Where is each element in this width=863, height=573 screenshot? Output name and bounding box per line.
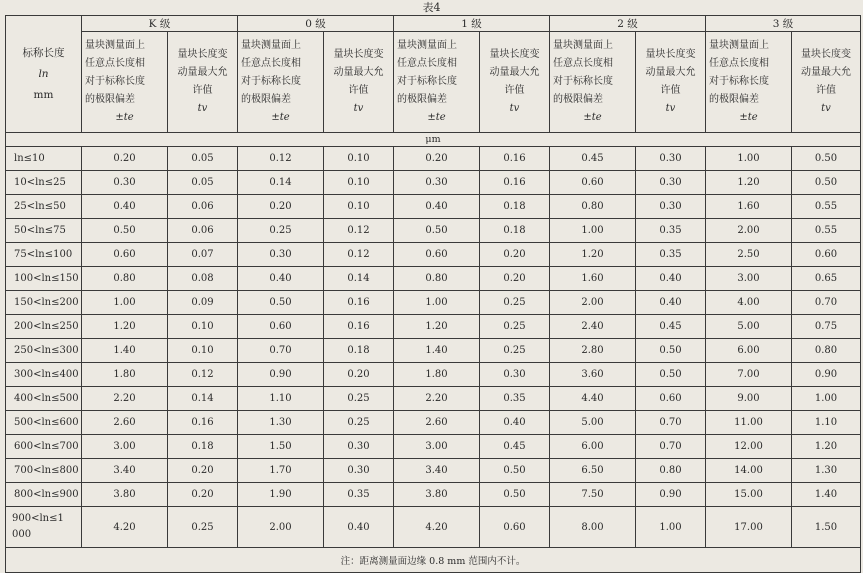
table-row	[6, 483, 861, 507]
unit-label: μm	[6, 133, 861, 147]
variation-value-cell: 0.30	[324, 435, 394, 459]
table-row	[6, 387, 861, 411]
grade-k-header: K 级	[82, 16, 238, 32]
variation-value-cell: 0.10	[324, 171, 394, 195]
variation-value-cell: 0.25	[324, 411, 394, 435]
table-row	[6, 435, 861, 459]
deviation-value-cell: 6.00	[706, 339, 792, 363]
deviation-value-cell: 2.20	[394, 387, 480, 411]
nominal-range-cell: 400<ln≤500	[6, 387, 82, 411]
deviation-value-cell: 0.40	[82, 195, 168, 219]
variation-header-cell	[636, 32, 706, 133]
variation-value-cell: 0.30	[324, 459, 394, 483]
deviation-header-line: 对于标称长度	[241, 76, 301, 87]
column-description-row	[6, 32, 861, 133]
deviation-value-cell: 2.20	[82, 387, 168, 411]
deviation-header-line: 的极限偏差	[85, 94, 135, 105]
deviation-header-line: 任意点长度相	[85, 58, 145, 69]
variation-value-cell: 0.16	[480, 147, 550, 171]
nominal-range-cell: 50<ln≤75	[6, 219, 82, 243]
variation-value-cell: 0.25	[480, 315, 550, 339]
deviation-value-cell: 1.00	[82, 291, 168, 315]
deviation-value-cell: 1.00	[394, 291, 480, 315]
variation-value-cell: 0.90	[636, 483, 706, 507]
variation-value-cell: 0.20	[480, 243, 550, 267]
nominal-range-cell: 700<ln≤800	[6, 459, 82, 483]
deviation-value-cell: 0.12	[238, 147, 324, 171]
nominal-length-header	[6, 16, 82, 133]
deviation-value-cell: 1.30	[238, 411, 324, 435]
deviation-value-cell: 8.00	[550, 507, 636, 548]
table-row	[6, 339, 861, 363]
variation-value-cell: 0.55	[792, 195, 861, 219]
variation-header-line: 许值	[348, 85, 369, 96]
deviation-header-line: 任意点长度相	[241, 58, 301, 69]
variation-value-cell: 0.20	[480, 267, 550, 291]
deviation-value-cell: 14.00	[706, 459, 792, 483]
deviation-header-line: 量块测量面上	[241, 40, 301, 51]
deviation-value-cell: 1.60	[706, 195, 792, 219]
deviation-value-cell: 0.60	[238, 315, 324, 339]
deviation-value-cell: 1.40	[82, 339, 168, 363]
deviation-header-line: 的极限偏差	[553, 94, 603, 105]
deviation-value-cell: 3.80	[82, 483, 168, 507]
deviation-header-line: 量块测量面上	[397, 40, 457, 51]
deviation-header-cell	[706, 32, 792, 133]
deviation-symbol: ±te	[115, 112, 134, 123]
variation-value-cell: 0.06	[168, 195, 238, 219]
variation-value-cell: 0.05	[168, 171, 238, 195]
nominal-range-cell: 800<ln≤900	[6, 483, 82, 507]
deviation-value-cell: 1.60	[550, 267, 636, 291]
variation-value-cell: 1.20	[792, 435, 861, 459]
variation-symbol: tv	[509, 103, 520, 114]
deviation-value-cell: 11.00	[706, 411, 792, 435]
deviation-header-cell	[394, 32, 480, 133]
deviation-value-cell: 0.14	[238, 171, 324, 195]
deviation-value-cell: 5.00	[706, 315, 792, 339]
variation-value-cell: 1.30	[792, 459, 861, 483]
deviation-value-cell: 0.80	[394, 267, 480, 291]
deviation-value-cell: 1.50	[238, 435, 324, 459]
variation-value-cell: 1.50	[792, 507, 861, 548]
deviation-value-cell: 1.00	[706, 147, 792, 171]
deviation-header-line: 任意点长度相	[553, 58, 613, 69]
table-caption: 表4	[422, 1, 441, 14]
variation-value-cell: 0.60	[636, 387, 706, 411]
table-row	[6, 363, 861, 387]
variation-symbol: tv	[197, 103, 208, 114]
deviation-value-cell: 0.50	[394, 219, 480, 243]
deviation-value-cell: 1.20	[550, 243, 636, 267]
grade-1-header: 1 级	[394, 16, 550, 32]
deviation-value-cell: 15.00	[706, 483, 792, 507]
deviation-value-cell: 1.90	[238, 483, 324, 507]
variation-value-cell: 0.10	[324, 147, 394, 171]
table-row	[6, 243, 861, 267]
deviation-value-cell: 12.00	[706, 435, 792, 459]
nominal-range-cell: 300<ln≤400	[6, 363, 82, 387]
variation-value-cell: 0.30	[636, 147, 706, 171]
variation-value-cell: 0.14	[168, 387, 238, 411]
variation-header-line: 动量最大允	[801, 67, 851, 78]
nominal-range-cell: 500<ln≤600	[6, 411, 82, 435]
deviation-header-line: 对于标称长度	[709, 76, 769, 87]
variation-value-cell: 0.10	[168, 339, 238, 363]
variation-value-cell: 0.20	[168, 459, 238, 483]
variation-value-cell: 0.50	[792, 147, 861, 171]
variation-header-line: 量块长度变	[177, 49, 228, 60]
deviation-header-line: 的极限偏差	[241, 94, 291, 105]
deviation-value-cell: 0.30	[394, 171, 480, 195]
variation-value-cell: 0.14	[324, 267, 394, 291]
nominal-range-cell: 10<ln≤25	[6, 171, 82, 195]
variation-header-line: 动量最大允	[177, 67, 228, 78]
variation-value-cell: 0.80	[636, 459, 706, 483]
deviation-value-cell: 0.50	[238, 291, 324, 315]
variation-value-cell: 0.09	[168, 291, 238, 315]
variation-value-cell: 0.70	[636, 411, 706, 435]
deviation-value-cell: 6.00	[550, 435, 636, 459]
variation-header-line: 动量最大允	[645, 67, 696, 78]
variation-value-cell: 0.20	[324, 363, 394, 387]
deviation-header-line: 对于标称长度	[397, 76, 457, 87]
deviation-value-cell: 0.80	[82, 267, 168, 291]
variation-value-cell: 0.05	[168, 147, 238, 171]
variation-value-cell: 0.35	[480, 387, 550, 411]
deviation-value-cell: 3.00	[82, 435, 168, 459]
deviation-value-cell: 2.00	[550, 291, 636, 315]
variation-header-line: 量块长度变	[489, 49, 540, 60]
variation-value-cell: 0.70	[792, 291, 861, 315]
variation-value-cell: 0.18	[168, 435, 238, 459]
deviation-value-cell: 0.20	[394, 147, 480, 171]
deviation-header-line: 量块测量面上	[709, 40, 769, 51]
variation-value-cell: 0.70	[636, 435, 706, 459]
variation-value-cell: 1.40	[792, 483, 861, 507]
variation-value-cell: 0.40	[636, 291, 706, 315]
deviation-value-cell: 5.00	[550, 411, 636, 435]
variation-value-cell: 0.40	[480, 411, 550, 435]
tolerance-table	[5, 15, 861, 573]
deviation-header-line: 对于标称长度	[553, 76, 613, 87]
table-row	[6, 171, 861, 195]
deviation-header-line: 任意点长度相	[397, 58, 457, 69]
variation-value-cell: 0.45	[480, 435, 550, 459]
variation-value-cell: 0.10	[324, 195, 394, 219]
deviation-value-cell: 7.50	[550, 483, 636, 507]
deviation-value-cell: 4.20	[394, 507, 480, 548]
variation-value-cell: 0.18	[324, 339, 394, 363]
table-row	[6, 459, 861, 483]
variation-value-cell: 0.40	[636, 267, 706, 291]
deviation-value-cell: 0.20	[82, 147, 168, 171]
nominal-range-cell: 100<ln≤150	[6, 267, 82, 291]
deviation-value-cell: 1.20	[706, 171, 792, 195]
variation-value-cell: 0.35	[636, 243, 706, 267]
deviation-value-cell: 1.20	[394, 315, 480, 339]
deviation-value-cell: 3.40	[394, 459, 480, 483]
table-row	[6, 219, 861, 243]
deviation-symbol: ±te	[583, 112, 602, 123]
deviation-value-cell: 3.40	[82, 459, 168, 483]
deviation-value-cell: 3.00	[394, 435, 480, 459]
nominal-range-cell: ln≤10	[6, 147, 82, 171]
variation-symbol: tv	[821, 103, 831, 114]
variation-value-cell: 0.30	[636, 195, 706, 219]
variation-header-line: 许值	[660, 85, 681, 96]
table-row	[6, 147, 861, 171]
deviation-value-cell: 3.80	[394, 483, 480, 507]
nominal-range-cell: 200<ln≤250	[6, 315, 82, 339]
variation-header-cell	[480, 32, 550, 133]
variation-value-cell: 0.30	[636, 171, 706, 195]
variation-value-cell: 1.10	[792, 411, 861, 435]
deviation-value-cell: 0.45	[550, 147, 636, 171]
deviation-value-cell: 7.00	[706, 363, 792, 387]
deviation-value-cell: 1.20	[82, 315, 168, 339]
table-row	[6, 507, 861, 548]
deviation-value-cell: 2.60	[82, 411, 168, 435]
deviation-header-line: 量块测量面上	[85, 40, 145, 51]
variation-header-line: 量块长度变	[801, 49, 851, 60]
deviation-header-cell	[238, 32, 324, 133]
note-row	[6, 548, 861, 573]
variation-header-cell	[168, 32, 238, 133]
deviation-header-cell	[82, 32, 168, 133]
deviation-value-cell: 2.50	[706, 243, 792, 267]
variation-value-cell: 0.16	[324, 315, 394, 339]
nominal-range-cell: 250<ln≤300	[6, 339, 82, 363]
variation-value-cell: 0.25	[480, 291, 550, 315]
variation-value-cell: 0.08	[168, 267, 238, 291]
variation-value-cell: 0.50	[636, 363, 706, 387]
variation-value-cell: 0.50	[792, 171, 861, 195]
variation-symbol: tv	[665, 103, 676, 114]
variation-value-cell: 0.30	[480, 363, 550, 387]
variation-value-cell: 0.50	[480, 483, 550, 507]
variation-value-cell: 0.80	[792, 339, 861, 363]
variation-value-cell: 0.60	[480, 507, 550, 548]
deviation-value-cell: 1.80	[394, 363, 480, 387]
deviation-value-cell: 3.60	[550, 363, 636, 387]
table-row	[6, 291, 861, 315]
deviation-value-cell: 0.20	[238, 195, 324, 219]
variation-value-cell: 0.45	[636, 315, 706, 339]
variation-value-cell: 0.25	[324, 387, 394, 411]
deviation-value-cell: 2.00	[238, 507, 324, 548]
variation-symbol: tv	[353, 103, 364, 114]
deviation-value-cell: 2.00	[706, 219, 792, 243]
variation-value-cell: 0.65	[792, 267, 861, 291]
deviation-header-line: 量块测量面上	[553, 40, 613, 51]
deviation-value-cell: 0.50	[82, 219, 168, 243]
deviation-value-cell: 1.10	[238, 387, 324, 411]
variation-value-cell: 0.25	[168, 507, 238, 548]
nominal-length-symbol: ln	[38, 67, 49, 80]
variation-value-cell: 0.40	[324, 507, 394, 548]
variation-value-cell: 0.16	[324, 291, 394, 315]
variation-header-cell	[324, 32, 394, 133]
nominal-range-cell: 150<ln≤200	[6, 291, 82, 315]
deviation-value-cell: 0.60	[394, 243, 480, 267]
deviation-value-cell: 0.80	[550, 195, 636, 219]
table-row	[6, 411, 861, 435]
table-note: 注：距离测量面边缘 0.8 mm 范围内不计。	[6, 548, 861, 573]
nominal-length-label: 标称长度	[22, 46, 65, 59]
variation-value-cell: 0.12	[324, 243, 394, 267]
variation-value-cell: 0.12	[324, 219, 394, 243]
deviation-value-cell: 2.80	[550, 339, 636, 363]
deviation-value-cell: 3.00	[706, 267, 792, 291]
variation-value-cell: 0.18	[480, 195, 550, 219]
variation-value-cell: 0.90	[792, 363, 861, 387]
deviation-value-cell: 6.50	[550, 459, 636, 483]
grade-3-header: 3 级	[706, 16, 861, 32]
variation-value-cell: 0.16	[480, 171, 550, 195]
deviation-value-cell: 0.30	[82, 171, 168, 195]
unit-row	[6, 133, 861, 147]
variation-value-cell: 0.50	[636, 339, 706, 363]
deviation-value-cell: 1.80	[82, 363, 168, 387]
variation-value-cell: 0.55	[792, 219, 861, 243]
variation-value-cell: 0.25	[480, 339, 550, 363]
deviation-value-cell: 0.60	[82, 243, 168, 267]
variation-value-cell: 1.00	[792, 387, 861, 411]
variation-header-line: 动量最大允	[489, 67, 540, 78]
grade-header-row	[6, 16, 861, 32]
deviation-value-cell: 2.40	[550, 315, 636, 339]
deviation-value-cell: 0.40	[238, 267, 324, 291]
variation-header-line: 许值	[816, 85, 836, 96]
table-row	[6, 267, 861, 291]
deviation-value-cell: 9.00	[706, 387, 792, 411]
deviation-value-cell: 4.00	[706, 291, 792, 315]
deviation-value-cell: 0.40	[394, 195, 480, 219]
deviation-value-cell: 4.20	[82, 507, 168, 548]
variation-header-line: 许值	[504, 85, 525, 96]
deviation-value-cell: 4.40	[550, 387, 636, 411]
nominal-length-unit: mm	[33, 88, 54, 101]
deviation-symbol: ±te	[271, 112, 290, 123]
deviation-value-cell: 17.00	[706, 507, 792, 548]
nominal-range-cell: 75<ln≤100	[6, 243, 82, 267]
variation-value-cell: 0.75	[792, 315, 861, 339]
variation-value-cell: 0.10	[168, 315, 238, 339]
deviation-header-line: 的极限偏差	[709, 94, 759, 105]
table-row	[6, 315, 861, 339]
deviation-symbol: ±te	[739, 112, 758, 123]
variation-value-cell: 0.35	[636, 219, 706, 243]
deviation-value-cell: 1.70	[238, 459, 324, 483]
variation-header-line: 量块长度变	[645, 49, 696, 60]
variation-value-cell: 0.16	[168, 411, 238, 435]
variation-value-cell: 0.18	[480, 219, 550, 243]
deviation-value-cell: 1.00	[550, 219, 636, 243]
nominal-range-cell: 600<ln≤700	[6, 435, 82, 459]
grade-2-header: 2 级	[550, 16, 706, 32]
variation-value-cell: 0.60	[792, 243, 861, 267]
variation-value-cell: 0.12	[168, 363, 238, 387]
table-row	[6, 195, 861, 219]
deviation-value-cell: 0.30	[238, 243, 324, 267]
variation-header-line: 许值	[192, 85, 213, 96]
deviation-value-cell: 1.40	[394, 339, 480, 363]
variation-value-cell: 1.00	[636, 507, 706, 548]
deviation-symbol: ±te	[427, 112, 446, 123]
variation-value-cell: 0.50	[480, 459, 550, 483]
variation-header-line: 动量最大允	[333, 67, 384, 78]
nominal-range-cell: 900<ln≤1 000	[6, 507, 82, 548]
variation-header-cell	[792, 32, 861, 133]
deviation-header-line: 的极限偏差	[397, 94, 447, 105]
deviation-header-cell	[550, 32, 636, 133]
deviation-value-cell: 0.25	[238, 219, 324, 243]
deviation-header-line: 对于标称长度	[85, 76, 145, 87]
variation-value-cell: 0.07	[168, 243, 238, 267]
nominal-range-cell: 25<ln≤50	[6, 195, 82, 219]
deviation-value-cell: 0.90	[238, 363, 324, 387]
deviation-value-cell: 0.60	[550, 171, 636, 195]
variation-header-line: 量块长度变	[333, 49, 384, 60]
deviation-value-cell: 0.70	[238, 339, 324, 363]
variation-value-cell: 0.35	[324, 483, 394, 507]
grade-0-header: 0 级	[238, 16, 394, 32]
deviation-header-line: 任意点长度相	[709, 58, 769, 69]
deviation-value-cell: 2.60	[394, 411, 480, 435]
variation-value-cell: 0.06	[168, 219, 238, 243]
variation-value-cell: 0.20	[168, 483, 238, 507]
